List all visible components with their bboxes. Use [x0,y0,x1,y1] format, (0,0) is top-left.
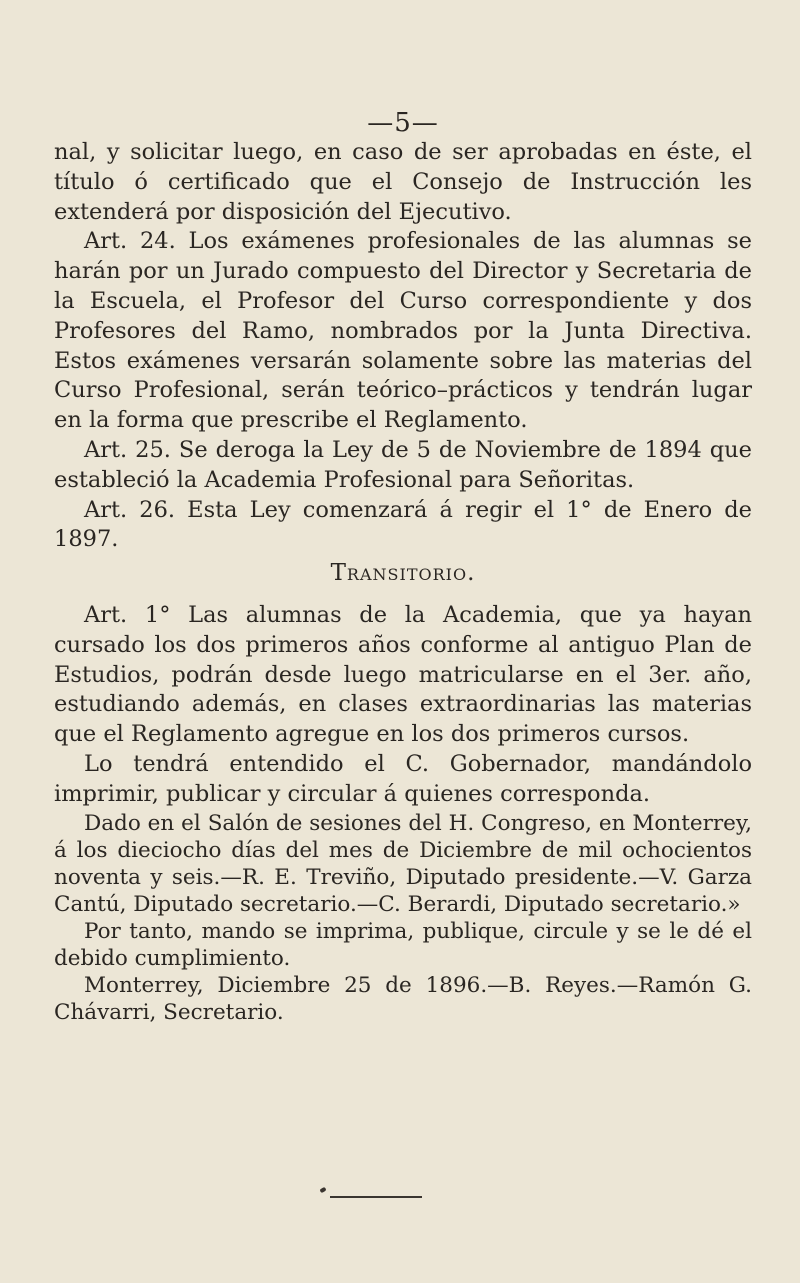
congress-signature-paragraph: Dado en el Salón de sesiones del H. Congreso, en Monterrey, á los dieciocho días del mes de Diciembre de mil ochocientos noventa y seis.—R. E. Treviño, Diputado presidente.—V. Garza Cantú, Diputado secretario.—C. Berardi, Diputado secretario.» [54,810,752,917]
publication-order-paragraph: Por tanto, mando se imprima, publique, circule y se le dé el debido cumplimiento. [54,918,752,971]
article-25: Art. 25. Se deroga la Ley de 5 de Noviembre de 1894 que estableció la Academia Profesional para Señoritas. [54,436,752,493]
article-26: Art. 26. Esta Ley comenzará á regir el 1° de Enero de 1897. [54,496,752,553]
footer-rule [330,1196,422,1198]
article-24: Art. 24. Los exámenes profesionales de las alumnas se harán por un Jurado compuesto del Director y Secretaria de la Escuela, el Profesor del Curso correspondiente y dos Profesores del Ramo, nombrados por la Junta Directiva. Estos exámenes versarán solamente sobre las materias del Curso Profesional, serán teórico–prácticos y tendrán lugar en la forma que prescribe el Reglamento. [54,228,752,434]
ink-mark [319,1187,326,1193]
transitorio-article-1: Art. 1° Las alumnas de la Academia, que ya hayan cursado los dos primeros años conforme al antiguo Plan de Estudios, podrán desde luego matricularse en el 3er. año, estudiando además, en clases extraordinarias las materias que el Reglamento agregue en los dos primeros cursos. [54,601,752,748]
section-heading-transitorio: Transitorio. [330,560,476,587]
page-number: —5— [367,108,439,138]
date-signature-paragraph: Monterrey, Diciembre 25 de 1896.—B. Reyes.—Ramón G. Chávarri, Secretario. [54,972,752,1025]
governor-order-paragraph: Lo tendrá entendido el C. Gobernador, mandándolo imprimir, publicar y circular á quienes corresponda. [54,750,752,807]
paragraph-continuation: nal, y solicitar luego, en caso de ser aprobadas en éste, el título ó certificado que el Consejo de Instrucción les extenderá por disposición del Ejecutivo. [54,139,752,225]
main-text [54,138,752,1026]
